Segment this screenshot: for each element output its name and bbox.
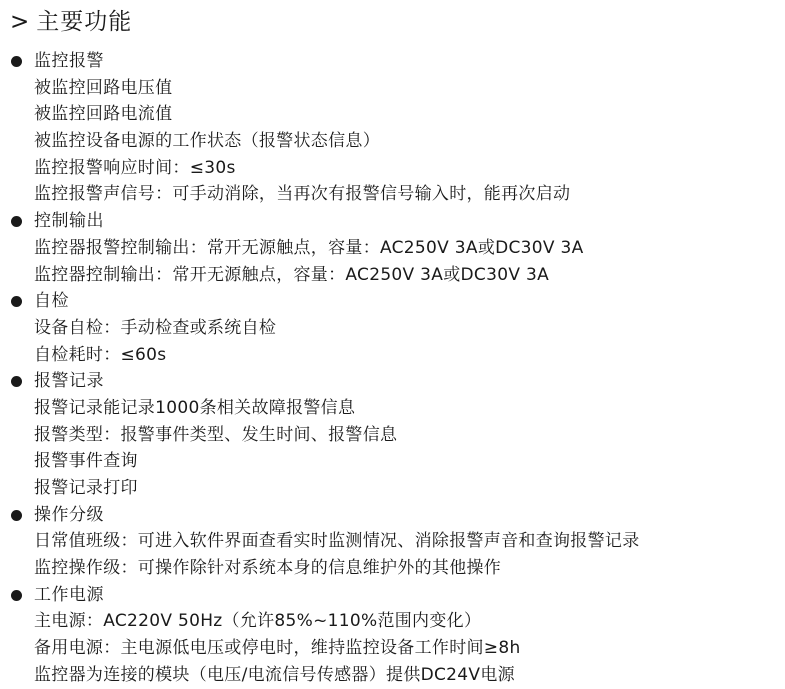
- chevron-right-icon: >: [10, 9, 31, 35]
- list-item: 设备自检：手动检查或系统自检: [34, 317, 277, 338]
- list-item: 监控器报警控制输出：常开无源触点，容量：AC250V 3A或DC30V 3A: [34, 237, 584, 258]
- list-item: 监控操作级：可操作除针对系统本身的信息维护外的其他操作: [34, 558, 502, 579]
- section-heading-text: 控制输出: [34, 211, 104, 232]
- bullet-icon: [11, 510, 22, 521]
- list-item: 自检耗时：≤60s: [34, 344, 167, 365]
- feature-sections: [8, 48, 783, 689]
- list-item: 报警记录打印: [34, 478, 138, 498]
- section-self-test: [8, 288, 783, 368]
- list-item: 被监控回路电压值: [34, 77, 173, 98]
- list-item: 监控报警响应时间：≤30s: [34, 157, 236, 178]
- list-item: 报警事件查询: [34, 451, 138, 472]
- list-item: 被监控回路电流值: [34, 104, 173, 125]
- section-operation-levels: [8, 502, 783, 582]
- list-item: 日常值班级：可进入软件界面查看实时监测情况、消除报警声音和查询报警记录: [34, 531, 640, 552]
- section-heading: [8, 208, 783, 235]
- bullet-icon: [11, 56, 22, 67]
- list-item: 被监控设备电源的工作状态（报警状态信息）: [34, 131, 380, 152]
- section-heading: [8, 48, 783, 75]
- bullet-icon: [11, 296, 22, 307]
- bullet-icon: [11, 376, 22, 387]
- page-title: [10, 6, 132, 38]
- section-heading-text: 操作分级: [34, 504, 104, 525]
- page-title-text: 主要功能: [36, 9, 133, 35]
- list-item: 报警类型：报警事件类型、发生时间、报警信息: [34, 424, 398, 445]
- section-heading: [8, 502, 783, 529]
- section-heading: [8, 288, 783, 315]
- section-monitor-alarm: [8, 48, 783, 208]
- list-item: 监控器为连接的模块（电压/电流信号传感器）提供DC24V电源: [34, 664, 515, 685]
- section-heading: [8, 582, 783, 609]
- section-power-supply: [8, 582, 783, 689]
- list-item: 监控器控制输出：常开无源触点，容量：AC250V 3A或DC30V 3A: [34, 264, 549, 285]
- list-item: 监控报警声信号：可手动消除，当再次有报警信号输入时，能再次启动: [34, 184, 571, 205]
- bullet-icon: [11, 216, 22, 227]
- list-item: 备用电源：主电源低电压或停电时，维持监控设备工作时间≥8h: [34, 638, 521, 659]
- section-control-output: [8, 208, 783, 288]
- list-item: 主电源：AC220V 50Hz（允许85%~110%范围内变化）: [34, 611, 482, 632]
- list-item: 报警记录能记录1000条相关故障报警信息: [34, 397, 356, 418]
- section-heading-text: 工作电源: [34, 584, 104, 605]
- section-heading-text: 报警记录: [34, 371, 104, 392]
- section-heading-text: 监控报警: [34, 51, 104, 71]
- bullet-icon: [11, 590, 22, 601]
- section-heading-text: 自检: [34, 291, 69, 312]
- section-heading: [8, 368, 783, 395]
- section-alarm-records: [8, 368, 783, 501]
